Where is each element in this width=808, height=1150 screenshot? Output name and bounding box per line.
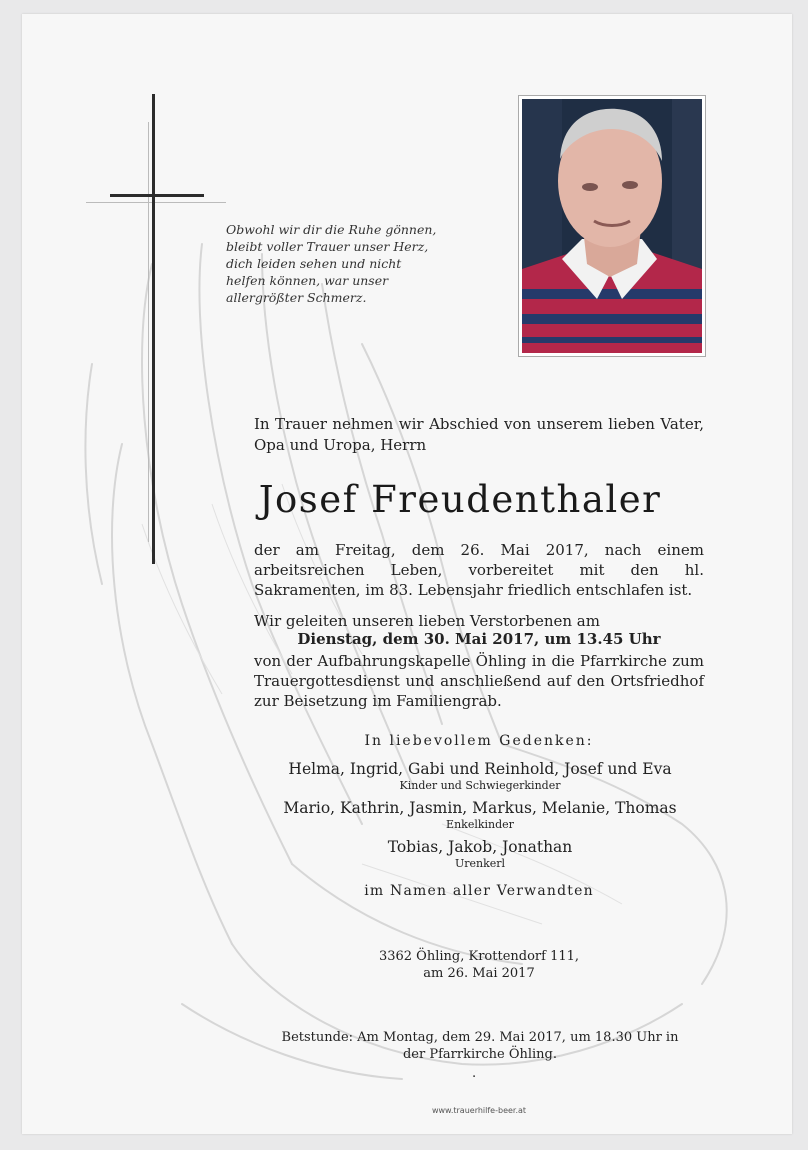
funeral-route: von der Aufbahrungskapelle Öhling in die Pfarrkirche zum Trauergottesdienst und anschließend auf den Ortsfriedhof zur Beisetzung im Familiengrab. [254,652,704,710]
mourner-relation: Kinder und Schwiegerkinder [399,779,561,792]
deceased-name: Josef Freudenthaler [258,478,662,521]
poem: Obwohl wir dir die Ruhe gönnen, bleibt voller Trauer unser Herz, dich leiden sehen und nicht helfen können, war unser allergrößter Schmerz. [226,222,437,305]
mourner-group [225,838,735,870]
funeral-datetime: Dienstag, dem 30. Mai 2017, um 13.45 Uhr [297,630,661,648]
relatives-line: im Namen aller Verwandten [364,883,594,899]
portrait-image [522,99,702,353]
mourner-relation: Enkelkinder [446,818,514,831]
mourner-relation: Urenkerl [454,857,506,870]
prayer-hour: Betstunde: Am Montag, dem 29. Mai 2017, um 18.30 Uhr in der Pfarrkirche Öhling. [281,1030,679,1062]
mourner-names: Tobias, Jakob, Jonathan [387,838,573,856]
website-link[interactable]: www.trauerhilfe-beer.at [431,1106,527,1115]
memory-heading: In liebevollem Gedenken: [364,733,594,749]
address-date: 3362 Öhling, Krottendorf 111, am 26. Mai 2017 [378,949,580,981]
dot: . [472,1066,477,1081]
death-notice: der am Freitag, dem 26. Mai 2017, nach einem arbeitsreichen Leben, vorbereitet mit den hl. Sakramenten, im 83. Lebensjahr friedlich entschlafen ist. [254,541,704,599]
mourner-names: Helma, Ingrid, Gabi und Reinhold, Josef und Eva [288,760,672,778]
portrait-photo [518,95,706,357]
intro-text: In Trauer nehmen wir Abschied von unserem lieben Vater, Opa und Uropa, Herrn [254,415,704,454]
mourner-names: Mario, Kathrin, Jasmin, Markus, Melanie, Thomas [283,799,677,817]
mourner-group [225,760,735,792]
escort-lead: Wir geleiten unseren lieben Verstorbenen am [254,612,600,630]
mourner-group [225,799,735,831]
